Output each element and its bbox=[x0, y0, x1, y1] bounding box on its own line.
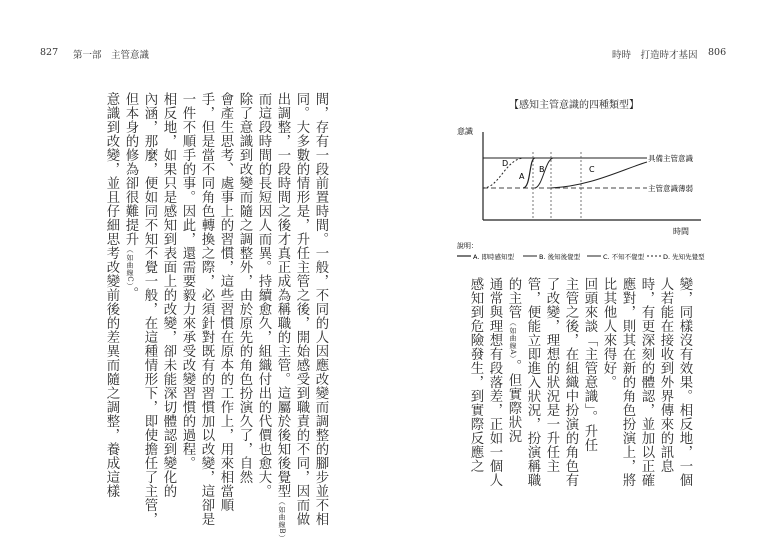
text-column: 人若能在接收到外界傳來的訊息 bbox=[658, 277, 673, 473]
text-column: 主管之後，在組織中扮演的角色有 bbox=[563, 277, 578, 487]
text-column: 回頭來談「主管意識」。升任 bbox=[582, 277, 597, 453]
figure-title: 【 感知主管意識的四種類型 】 bbox=[509, 96, 639, 111]
curve-c bbox=[551, 162, 647, 188]
high-awareness-label: 具備主管意識 bbox=[648, 154, 693, 163]
text-run: 出調整，一段時間之後才真正成為稱職的主管。這屬於後知後覺型 bbox=[275, 92, 290, 498]
text-column: 同。大多數的情形是，升任主管之後，開始感受到職責的不同，因而做 bbox=[294, 92, 309, 526]
text-column: 變，同樣沒有效果。相反地，一個 bbox=[677, 277, 692, 487]
text-column: 時，有更深刻的體認，並加以正確 bbox=[639, 277, 654, 487]
text-column: 通常與理想有段落差，正如一個人 bbox=[487, 277, 502, 487]
text-column: 內涵，那麼，便如同不知不覺一般，在這種情形下，即使擔任了主管， bbox=[142, 92, 157, 526]
text-column bbox=[504, 277, 523, 495]
awareness-chart bbox=[451, 96, 713, 272]
text-column: 除了意識到改變而隨之調整外，由於原先的角色扮演久了，自然 bbox=[237, 92, 252, 484]
text-run: 。但實際狀況 bbox=[506, 359, 521, 444]
text-run: 但本身的修為卻很難提升 bbox=[123, 92, 138, 246]
inline-note: （如曲線A） bbox=[509, 319, 517, 360]
text-column bbox=[273, 92, 292, 542]
legend-item-a: A. 即時感知型 bbox=[473, 253, 514, 261]
legend-title: 說明： bbox=[457, 242, 478, 250]
curve-label-d: D bbox=[502, 159, 509, 168]
text-run: 。 bbox=[123, 286, 138, 301]
curve-label-b: B bbox=[539, 165, 545, 174]
text-column bbox=[121, 92, 140, 472]
inline-note: （如曲線B） bbox=[278, 498, 286, 542]
right-page-body bbox=[456, 277, 694, 495]
text-column: 而這段時間的長短因人而異。持續愈久，組織付出的代價也愈大。 bbox=[256, 92, 271, 498]
inline-note: （如曲線C） bbox=[126, 246, 134, 287]
text-column: 感知到危險發生，到實際反應之 bbox=[468, 277, 483, 473]
text-column: 一件不順手的事。因此，還需要毅力來承受改變習慣的過程。 bbox=[180, 92, 195, 470]
text-column: 間，存有一段前置時間。一般，不同的人因應改變而調整的腳步並不相 bbox=[313, 92, 328, 526]
left-page-body bbox=[90, 92, 330, 542]
text-column: 手，但是當不同角色轉換之際，必須針對既有的習慣加以改變，這卻是 bbox=[199, 92, 214, 526]
awareness-types-figure bbox=[451, 96, 713, 272]
text-column: 了改變，理想的狀況是一升任主 bbox=[544, 277, 559, 473]
low-awareness-label: 主管意識薄弱 bbox=[648, 184, 693, 193]
legend-item-b: B. 後知後覺型 bbox=[539, 253, 581, 261]
legend-item-c: C. 不知不覺型 bbox=[603, 253, 645, 261]
left-running-title: 第一部 主管意識 bbox=[73, 50, 150, 61]
text-column: 管，便能立即進入狀況，扮演稱職 bbox=[525, 277, 540, 487]
curve-label-c: C bbox=[589, 165, 595, 174]
text-run: 的主管 bbox=[506, 277, 521, 319]
right-running-title: 時時 打造時才基因 bbox=[612, 50, 698, 61]
text-column: 會產生思考、處事上的習慣，這些習慣在原本的工作上，用來相當順 bbox=[218, 92, 233, 512]
left-page-number: 827 bbox=[40, 47, 59, 58]
x-axis-label: 時間 bbox=[673, 227, 689, 236]
right-page-number: 806 bbox=[708, 47, 727, 58]
text-column: 意識到改變，並且仔細思考改變前後的差異而隨之調整，養成這樣 bbox=[104, 92, 119, 498]
text-column: 比其他人來得好。 bbox=[601, 277, 616, 389]
text-column: 應對，則其在新的角色扮演上，將 bbox=[620, 277, 635, 487]
text-column: 相反地，如果只是感知到表面上的改變，卻未能深切體認到變化的 bbox=[161, 92, 176, 498]
legend-item-d: D. 先知先覺型 bbox=[663, 253, 705, 261]
curve-label-a: A bbox=[519, 172, 525, 181]
y-axis-label: 意識 bbox=[457, 127, 473, 136]
